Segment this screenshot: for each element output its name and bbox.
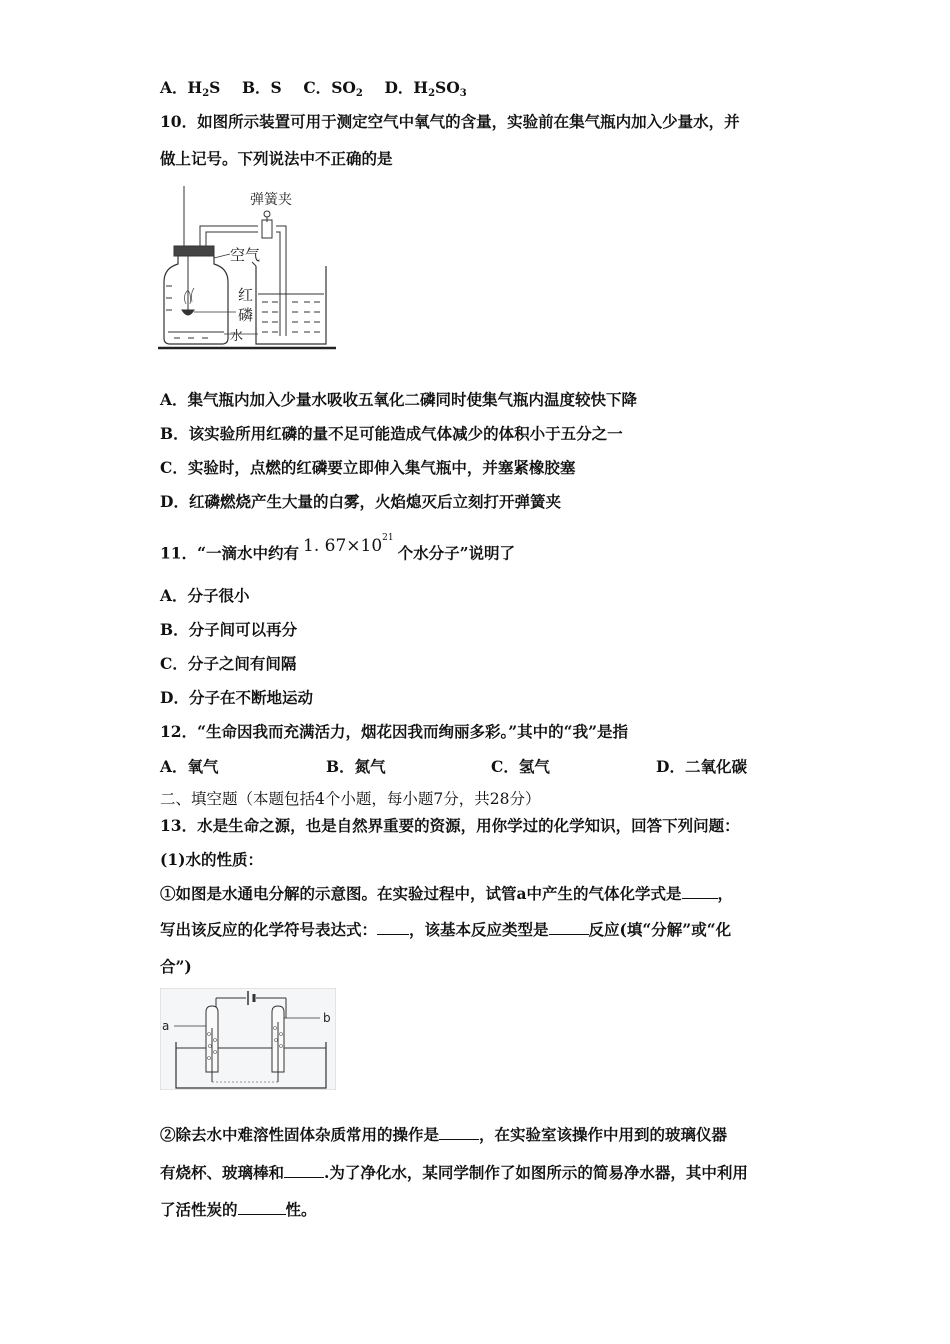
answer-blank[interactable] (439, 1125, 479, 1140)
electrolysis-figure (160, 988, 336, 1090)
label-phosphorus-1: 红 (238, 286, 254, 304)
q10-stem-line1: 10．如图所示装置可用于测定空气中氧气的含量，实验前在集气瓶内加入少量水，并 (160, 112, 740, 131)
q11-stem: 11．“一滴水中约有 1. $67\times 10^{21}$个水分子”说明了 (160, 533, 516, 563)
q12-stem: 12．“生命因我而充满活力，烟花因我而绚丽多彩。”其中的“我”是指 (160, 722, 628, 741)
q10-option-c: C．实验时，点燃的红磷要立即伸入集气瓶中，并塞紧橡胶塞 (160, 458, 576, 477)
answer-blank[interactable] (549, 920, 589, 935)
q12-option-a: A．氧气 (160, 757, 219, 776)
sci-notation: 1. $67\times 10^{21}$ (303, 533, 394, 556)
answer-blank[interactable] (682, 884, 718, 899)
answer-blank[interactable] (238, 1200, 286, 1215)
q9-options (160, 78, 467, 104)
q13-p1-line1: ①如图是水通电分解的示意图。在实验过程中，试管a中产生的气体化学式是 ， (160, 884, 734, 903)
q13-part1: (1)水的性质： (160, 850, 263, 869)
q10-option-d: D．红磷燃烧产生大量的白雾，火焰熄灭后立刻打开弹簧夹 (160, 492, 561, 511)
gas-bottle (164, 256, 228, 344)
label-b: b (323, 1011, 331, 1025)
q12-option-b: B．氮气 (326, 757, 386, 776)
q9-option-c: C．$SO_2$ (303, 78, 363, 99)
q11-option-a: A．分子很小 (160, 586, 250, 605)
spring-clip-icon (262, 220, 272, 238)
q13-p2-line2: 有烧杯、玻璃棒和 .为了净化水，某同学制作了如图所示的简易净水器，其中利用 (160, 1163, 748, 1182)
q11-option-d: D．分子在不断地运动 (160, 688, 313, 707)
answer-blank[interactable] (377, 920, 409, 935)
q13-p1-line2: 写出该反应的化学符号表达式： ，该基本反应类型是 反应(填“分解”或“化 (160, 920, 732, 939)
q10-stem-line2: 做上记号。下列说法中不正确的是 (160, 149, 393, 168)
q11-option-c: C．分子之间有间隔 (160, 654, 297, 673)
q13-p1-line3: 合”) (160, 957, 192, 976)
q10-option-b: B．该实验所用红磷的量不足可能造成气体减少的体积小于五分之一 (160, 424, 623, 443)
q9-option-b: B．S (241, 78, 282, 97)
q12-option-d: D．二氧化碳 (656, 757, 747, 776)
q9-option-a: A．$H_2S$ (160, 78, 221, 99)
label-phosphorus-2: 磷 (238, 306, 254, 324)
label-a: a (162, 1019, 170, 1033)
q10-apparatus-figure (158, 186, 338, 354)
q12-option-c: C．氢气 (491, 757, 550, 776)
q9-option-d: D．$H_2SO_3$ (384, 78, 467, 99)
q10-option-a: A．集气瓶内加入少量水吸收五氧化二磷同时使集气瓶内温度较快下降 (160, 390, 638, 409)
q13-p2-line3: 了活性炭的 性。 (160, 1200, 317, 1219)
q11-option-b: B．分子间可以再分 (160, 620, 298, 639)
q13-p2-line1: ②除去水中难溶性固体杂质常用的操作是 ，在实验室该操作中用到的玻璃仪器 (160, 1125, 728, 1144)
section2-heading: 二、填空题（本题包括4个小题，每小题7分，共28分） (160, 790, 541, 808)
stopper-icon (174, 246, 214, 256)
label-air: 空气 (230, 246, 261, 264)
label-clip: 弹簧夹 (250, 192, 292, 208)
label-water: 水 (230, 329, 244, 344)
answer-blank[interactable] (284, 1163, 324, 1178)
q13-stem: 13．水是生命之源，也是自然界重要的资源，用你学过的化学知识，回答下列问题： (160, 816, 740, 835)
